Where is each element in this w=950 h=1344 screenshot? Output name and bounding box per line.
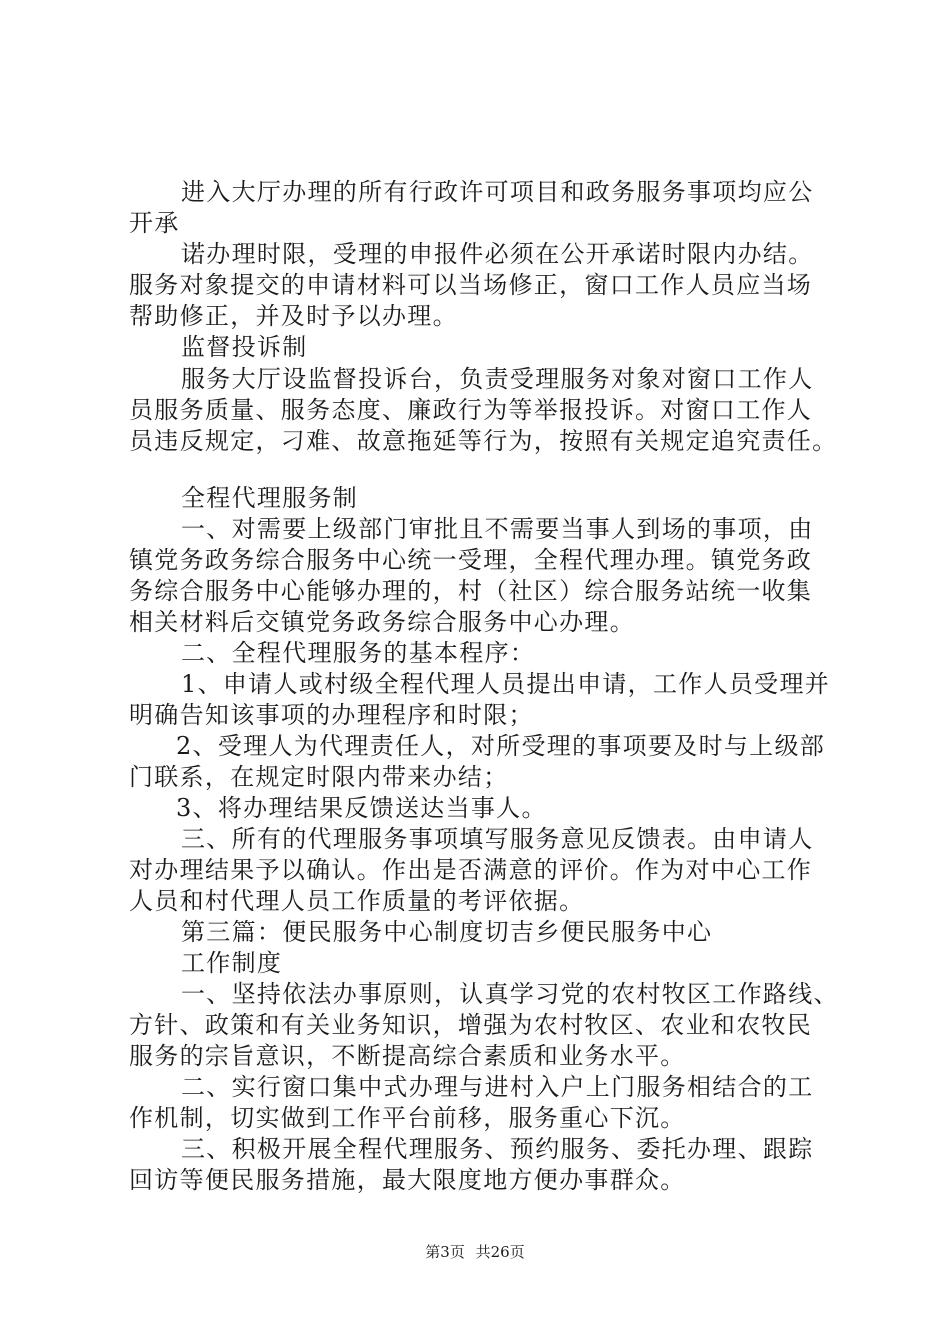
text-line: 方针、政策和有关业务知识，增强为农村牧区、农业和农牧民 [129,1011,813,1039]
text-line: 服务大厅设监督投诉台，负责受理服务对象对窗口工作人 [181,365,814,393]
text-line: 三、积极开展全程代理服务、预约服务、委托办理、跟踪 [181,1135,814,1163]
text-line: 二、全程代理服务的基本程序： [181,639,536,667]
text-line: 回访等便民服务措施，最大限度地方便办事群众。 [129,1166,686,1194]
text-line: 员违反规定，刁难、故意拖延等行为，按照有关规定追究责任。 [129,427,838,455]
text-line: 三、所有的代理服务事项填写服务意见反馈表。由申请人 [181,825,814,853]
section-heading: 工作制度 [181,949,283,977]
text-line: 服务对象提交的申请材料可以当场修正，窗口工作人员应当场 [129,271,813,299]
text-line: 帮助修正，并及时予以办理。 [129,302,458,330]
text-line: 对办理结果予以确认。作出是否满意的评价。作为对中心工作 [129,856,813,884]
text-line: 服务的宗旨意识，不断提高综合素质和业务水平。 [129,1042,686,1070]
text-line: 明确告知该事项的办理程序和时限； [129,701,534,729]
text-line: 开承 [129,209,180,237]
page-footer [0,1242,950,1262]
text-line: 相关材料后交镇党务政务综合服务中心办理。 [129,608,635,636]
text-line: 一、对需要上级部门审批且不需要当事人到场的事项，由 [181,515,814,543]
section-heading: 第三篇：便民服务中心制度切吉乡便民服务中心 [181,918,713,946]
page-total: 共26页 [475,1243,525,1261]
text-line: 一、坚持依法办事原则，认真学习党的农村牧区工作路线、 [181,980,839,1008]
section-heading: 监督投诉制 [181,333,308,361]
text-line: 作机制，切实做到工作平台前移，服务重心下沉。 [129,1104,686,1132]
page-number: 第3页 [425,1243,465,1261]
text-line: 二、实行窗口集中式办理与进村入户上门服务相结合的工 [181,1073,814,1101]
text-line: 1、申请人或村级全程代理人员提出申请，工作人员受理并 [181,670,831,698]
section-heading: 全程代理服务制 [181,484,359,512]
text-line: 诺办理时限，受理的申报件必须在公开承诺时限内办结。 [181,240,814,268]
text-line: 2、受理人为代理责任人，对所受理的事项要及时与上级部 [176,732,826,760]
text-line: 镇党务政务综合服务中心统一受理，全程代理办理。镇党务政 [129,546,813,574]
text-line: 人员和村代理人员工作质量的考评依据。 [129,887,585,915]
text-line: 门联系，在规定时限内带来办结； [129,763,509,791]
text-line: 3、将办理结果反馈送达当事人。 [176,794,547,822]
text-line: 务综合服务中心能够办理的，村（社区）综合服务站统一收集 [129,577,813,605]
text-line: 进入大厅办理的所有行政许可项目和政务服务事项均应公 [181,178,814,206]
text-line: 员服务质量、服务态度、廉政行为等举报投诉。对窗口工作人 [129,396,813,424]
